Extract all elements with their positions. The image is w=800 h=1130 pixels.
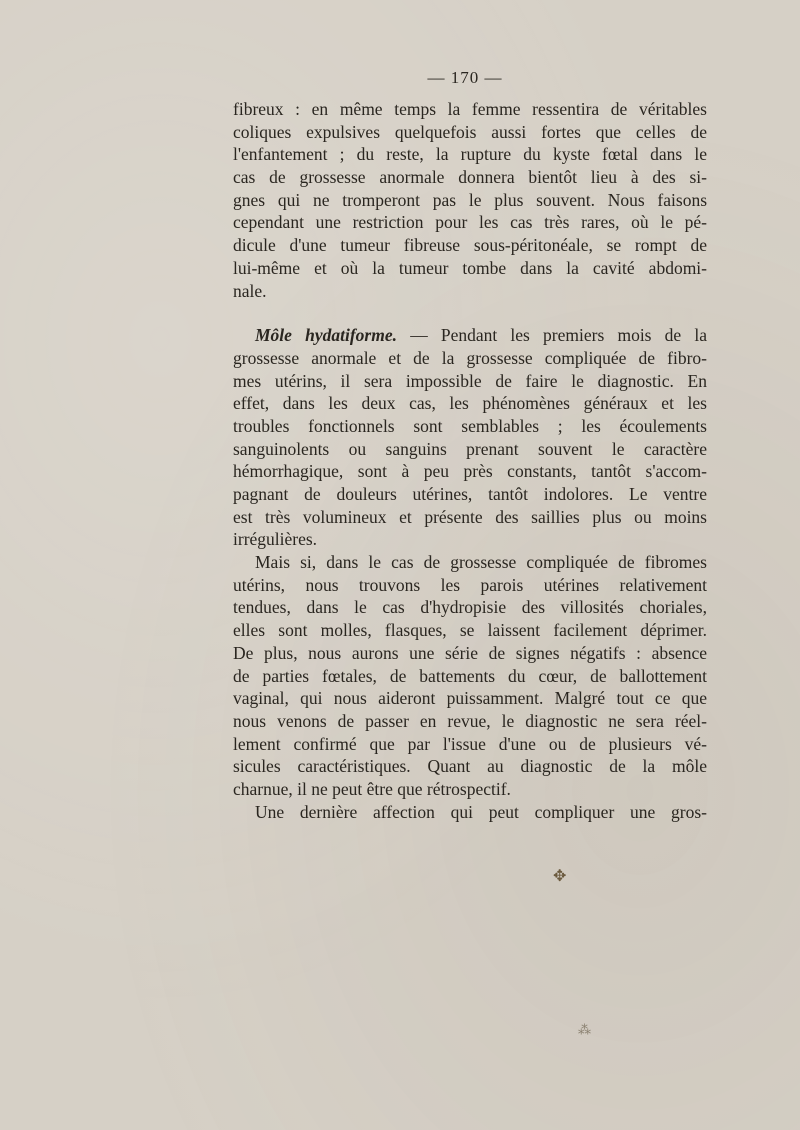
text-line: gnes qui ne tromperont pas le plus souvent. Nous faisons [233, 189, 707, 210]
page-number: — 170 — [427, 68, 503, 87]
text-line: coliques expulsives quelquefois aussi fortes que celles de [233, 121, 707, 142]
text-line [233, 324, 707, 347]
text-line: mes utérins, il sera impossible de faire le diagnostic. En [233, 370, 707, 391]
text-line: Une dernière affection qui peut compliquer une gros- [255, 801, 707, 822]
text-line: sicules caractéristiques. Quant au diagnostic de la môle [233, 756, 707, 777]
text-line: grossesse anormale et de la grossesse compliquée de fibro- [233, 347, 707, 368]
ornament-icon: ✥ [553, 868, 567, 885]
text-line: utérins, nous trouvons les parois utérines relativement [233, 574, 707, 595]
text-line: Mais si, dans le cas de grossesse compliquée de fibromes [255, 552, 707, 573]
text-line: troubles fonctionnels sont semblables ; les écoulements [233, 415, 707, 436]
text-line: de parties fœtales, de battements du cœur, de ballottement [233, 665, 707, 686]
text-line: De plus, nous aurons une série de signes négatifs : absence [233, 642, 707, 663]
text-line: effet, dans les deux cas, les phénomènes généraux et les [233, 393, 707, 414]
text-line: hémorrhagique, sont à peu près constants, tantôt s'accom- [233, 461, 707, 482]
heading-continuation: — Pendant les premiers mois de la [410, 325, 707, 346]
text-line: nale. [233, 280, 267, 301]
text-line: lui-même et où la tumeur tombe dans la cavité abdomi- [233, 257, 707, 278]
text-line: tendues, dans le cas d'hydropisie des villosités choriales, [233, 597, 707, 618]
text-line: cependant une restriction pour les cas très rares, où le pé- [233, 212, 707, 233]
ink-speck-icon: ⁂ [578, 1022, 591, 1037]
text-line: nous venons de passer en revue, le diagnostic ne sera réel- [233, 710, 707, 731]
text-line: dicule d'une tumeur fibreuse sous-péritonéale, se rompt de [233, 235, 707, 256]
text-line: pagnant de douleurs utérines, tantôt indolores. Le ventre [233, 484, 707, 504]
paragraph-4 [233, 801, 707, 824]
paragraph-2 [233, 324, 707, 551]
text-line: lement confirmé que par l'issue d'une ou de plusieurs vé- [233, 733, 707, 754]
text-line: cas de grossesse anormale donnera bientôt lieu à des si- [233, 167, 707, 188]
text-line: sanguinolents ou sanguins prenant souvent le caractère [233, 438, 707, 459]
text-line: l'enfantement ; du reste, la rupture du kyste fœtal dans le [233, 144, 707, 165]
text-line: charnue, il ne peut être que rétrospectif. [233, 778, 511, 799]
paragraph-3 [233, 551, 707, 801]
body-text [233, 98, 707, 823]
text-line: vaginal, qui nous aideront puissamment. Malgré tout ce que [233, 688, 707, 709]
text-line: elles sont molles, flasques, se laissent facilement déprimer. [233, 620, 707, 641]
paragraph-1 [233, 98, 707, 302]
section-heading: Môle hydatiforme. [255, 325, 397, 346]
text-line: irrégulières. [233, 529, 318, 550]
text-line: fibreux : en même temps la femme ressentira de véritables [233, 99, 707, 119]
text-line: est très volumineux et présente des saillies plus ou moins [233, 506, 707, 527]
paragraph-gap [233, 302, 707, 324]
